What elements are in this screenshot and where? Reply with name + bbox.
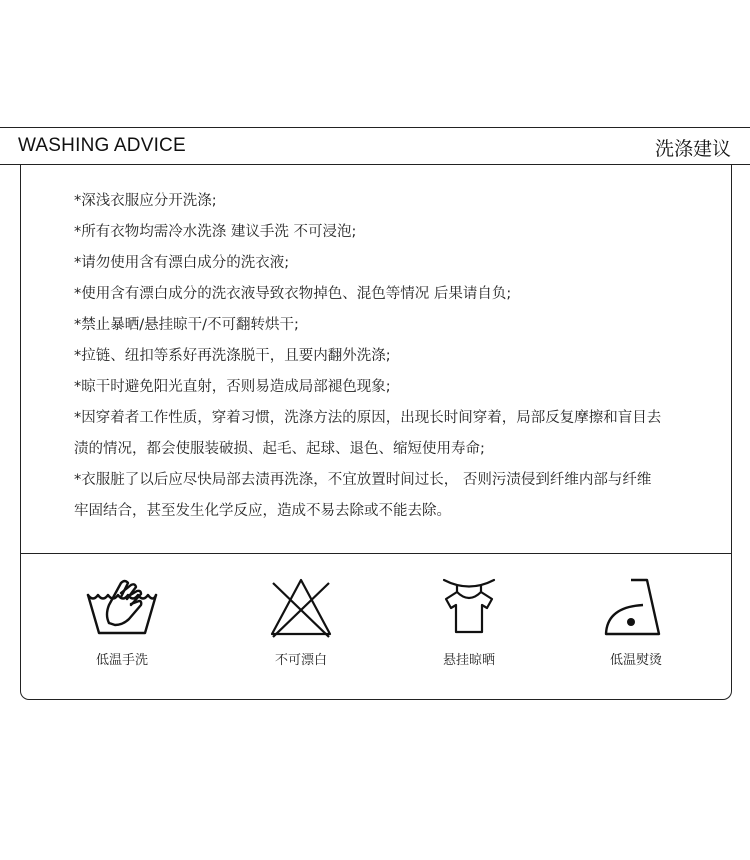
header-title-en: WASHING ADVICE [18, 135, 186, 156]
care-item-no-bleach [246, 577, 356, 668]
hang-dry-icon [441, 577, 497, 639]
care-label: 低温手洗 [95, 653, 148, 668]
care-item-hand-wash [67, 577, 177, 668]
no-bleach-icon [269, 577, 333, 639]
care-label: 不可漂白 [274, 653, 327, 668]
advice-line: *禁止暴晒/悬挂晾干/不可翻转烘干; [74, 317, 299, 333]
care-label: 悬挂晾晒 [442, 653, 495, 668]
advice-line: *请勿使用含有漂白成分的洗衣液; [74, 255, 290, 271]
header-title-cn: 洗涤建议 [654, 138, 731, 160]
low-iron-icon [603, 577, 669, 639]
hand-wash-icon [85, 577, 159, 639]
advice-line: *所有衣物均需冷水洗涤 建议手洗 不可浸泡; [74, 224, 357, 240]
advice-line: *拉链、纽扣等系好再洗涤脱干，且要内翻外洗涤; [74, 348, 391, 364]
section-divider [21, 553, 731, 554]
header-bar [0, 127, 750, 165]
advice-list [74, 186, 684, 527]
advice-line: 牢固结合，甚至发生化学反应，造成不易去除或不能去除。 [74, 503, 451, 519]
advice-line: *使用含有漂白成分的洗衣液导致衣物掉色、混色等情况 后果请自负; [74, 286, 512, 302]
care-label: 低温熨烫 [609, 653, 662, 668]
advice-line: *深浅衣服应分开洗涤; [74, 193, 217, 209]
advice-line: *因穿着者工作性质，穿着习惯，洗涤方法的原因，出现长时间穿着，局部反复摩擦和盲目去 [74, 410, 662, 426]
advice-line: *晾干时避免阳光直射，否则易造成局部褪色现象; [74, 379, 391, 395]
advice-card [20, 165, 732, 700]
care-item-low-iron [581, 577, 691, 668]
care-item-hang-dry [414, 577, 524, 668]
advice-line: 渍的情况，都会使服装破损、起毛、起球、退色、缩短使用寿命; [74, 441, 485, 457]
advice-line: *衣服脏了以后应尽快局部去渍再洗涤，不宜放置时间过长， 否则污渍侵到纤维内部与纤维 [74, 472, 652, 488]
